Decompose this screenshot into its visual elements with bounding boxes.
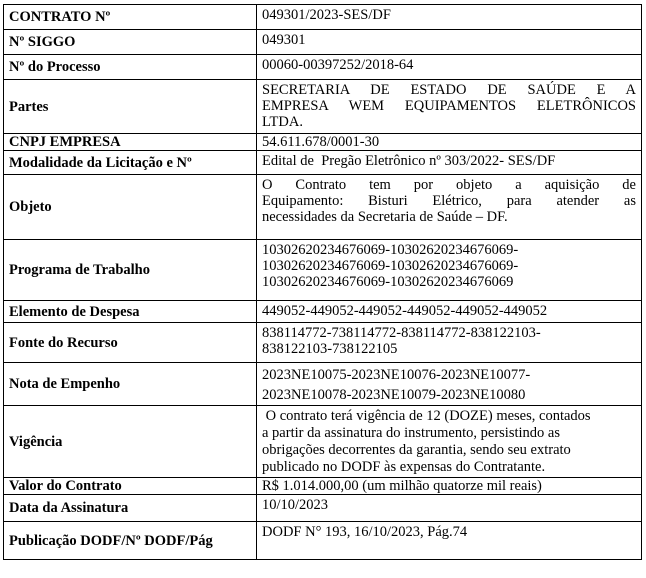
row-contrato [4,5,642,30]
row-processo [4,55,642,80]
partes-line-1: SECRETARIA DE ESTADO DE SAÚDE E A [262,82,636,98]
contract-details-table [3,4,642,560]
partes-line-2: EMPRESA WEM EQUIPAMENTOS ELETRÔNICOS [262,98,636,114]
empenho-line-2: 2023NE10078-2023NE10079-2023NE10080 [262,387,526,403]
row-partes [4,80,642,134]
label-valor: Valor do Contrato [4,478,257,495]
programa-line-3: 10302620234676069-10302620234676069 [262,274,514,290]
row-modalidade [4,151,642,175]
value-modalidade: Edital de Pregão Eletrônico nº 303/2022- SES/DF [257,151,642,175]
objeto-line-1: O Contrato tem por objeto a aquisição de [262,177,636,193]
label-siggo: Nº SIGGO [4,30,257,55]
label-publicacao: Publicação DODF/Nº DODF/Pág [4,522,257,560]
row-valor [4,478,642,495]
label-data: Data da Assinatura [4,495,257,522]
row-data [4,495,642,522]
value-publicacao: DODF N° 193, 16/10/2023, Pág.74 [257,522,642,560]
fonte-line-1: 838114772-738114772-838114772-838122103- [262,325,541,341]
fonte-line-2: 838122103-738122105 [262,341,398,357]
label-elemento: Elemento de Despesa [4,301,257,323]
label-objeto: Objeto [4,175,257,240]
label-partes: Partes [4,80,257,134]
vigencia-line-1: O contrato terá vigência de 12 (DOZE) meses, contados [262,408,591,424]
programa-line-2: 10302620234676069-10302620234676069- [262,258,519,274]
label-modalidade: Modalidade da Licitação e Nº [4,151,257,175]
partes-line-3: LTDA. [262,114,303,130]
label-programa: Programa de Trabalho [4,240,257,301]
vigencia-line-2: a partir da assinatura do instrumento, persistindo as [262,425,560,441]
objeto-line-2: Equipamento: Bisturi Elétrico, para atender as [262,193,636,209]
label-vigencia: Vigência [4,406,257,478]
objeto-line-3: necessidades da Secretaria de Saúde – DF. [262,209,508,225]
value-objeto [257,175,642,240]
value-data: 10/10/2023 [257,495,642,522]
row-elemento [4,301,642,323]
label-cnpj: CNPJ EMPRESA [4,134,257,151]
value-elemento: 449052-449052-449052-449052-449052-449052 [257,301,642,323]
value-processo: 00060-00397252/2018-64 [257,55,642,80]
label-fonte: Fonte do Recurso [4,323,257,363]
value-programa [257,240,642,301]
empenho-line-1: 2023NE10075-2023NE10076-2023NE10077- [262,367,531,383]
row-objeto [4,175,642,240]
row-empenho [4,363,642,406]
label-empenho: Nota de Empenho [4,363,257,406]
value-fonte [257,323,642,363]
label-processo: Nº do Processo [4,55,257,80]
value-valor: R$ 1.014.000,00 (um milhão quatorze mil reais) [257,478,642,495]
row-fonte [4,323,642,363]
row-siggo [4,30,642,55]
row-vigencia [4,406,642,478]
programa-line-1: 10302620234676069-10302620234676069- [262,242,519,258]
row-cnpj [4,134,642,151]
vigencia-line-3: obrigações decorrentes da garantia, sendo seu extrato [262,442,571,458]
label-contrato: CONTRATO Nº [4,5,257,30]
row-programa [4,240,642,301]
vigencia-line-4: publicado no DODF às expensas do Contratante. [262,459,546,475]
value-empenho [257,363,642,406]
value-vigencia [257,406,642,478]
value-siggo: 049301 [257,30,642,55]
value-contrato: 049301/2023-SES/DF [257,5,642,30]
row-publicacao [4,522,642,560]
value-partes [257,80,642,134]
value-cnpj: 54.611.678/0001-30 [257,134,642,151]
